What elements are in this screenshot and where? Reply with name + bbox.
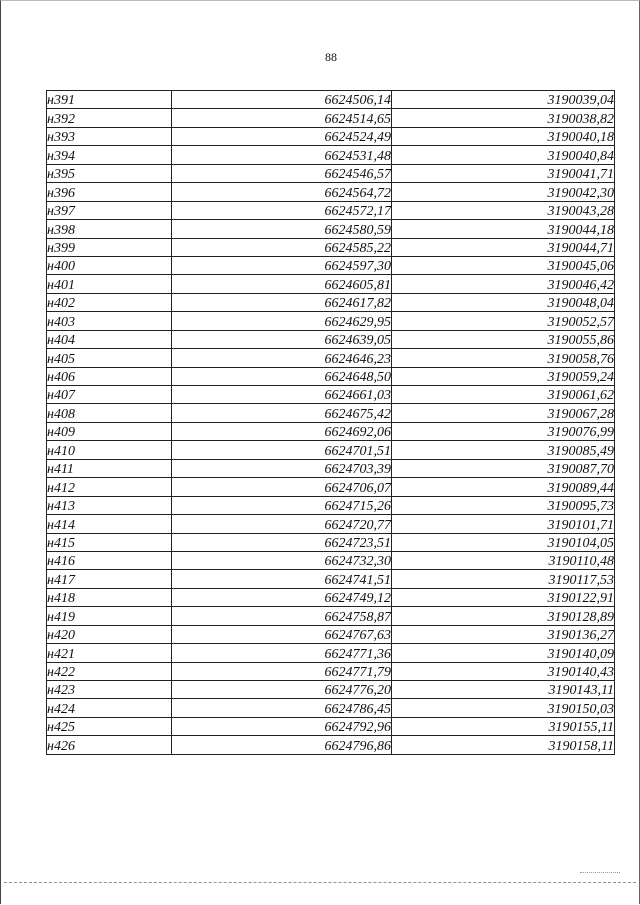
point-id-cell: н417 bbox=[47, 570, 172, 588]
table-row bbox=[47, 681, 615, 699]
y-coordinate-cell: 3190044,71 bbox=[392, 238, 615, 256]
y-coordinate-cell: 3190140,43 bbox=[392, 662, 615, 680]
table-row bbox=[47, 478, 615, 496]
y-coordinate-cell: 3190117,53 bbox=[392, 570, 615, 588]
x-coordinate-cell: 6624531,48 bbox=[172, 146, 392, 164]
point-id-cell: н391 bbox=[47, 91, 172, 109]
y-coordinate-cell: 3190038,82 bbox=[392, 109, 615, 127]
x-coordinate-cell: 6624771,36 bbox=[172, 644, 392, 662]
x-coordinate-cell: 6624767,63 bbox=[172, 625, 392, 643]
point-id-cell: н411 bbox=[47, 459, 172, 477]
x-coordinate-cell: 6624703,39 bbox=[172, 459, 392, 477]
point-id-cell: н423 bbox=[47, 681, 172, 699]
x-coordinate-cell: 6624629,95 bbox=[172, 312, 392, 330]
table-row bbox=[47, 588, 615, 606]
table-row bbox=[47, 201, 615, 219]
y-coordinate-cell: 3190110,48 bbox=[392, 551, 615, 569]
table-row bbox=[47, 736, 615, 754]
table-row bbox=[47, 367, 615, 385]
point-id-cell: н414 bbox=[47, 515, 172, 533]
x-coordinate-cell: 6624572,17 bbox=[172, 201, 392, 219]
point-id-cell: н407 bbox=[47, 386, 172, 404]
table-row bbox=[47, 699, 615, 717]
x-coordinate-cell: 6624701,51 bbox=[172, 441, 392, 459]
y-coordinate-cell: 3190040,84 bbox=[392, 146, 615, 164]
table-row bbox=[47, 662, 615, 680]
point-id-cell: н402 bbox=[47, 293, 172, 311]
x-coordinate-cell: 6624675,42 bbox=[172, 404, 392, 422]
y-coordinate-cell: 3190101,71 bbox=[392, 515, 615, 533]
point-id-cell: н410 bbox=[47, 441, 172, 459]
table-row bbox=[47, 717, 615, 735]
point-id-cell: н406 bbox=[47, 367, 172, 385]
x-coordinate-cell: 6624580,59 bbox=[172, 220, 392, 238]
table-row bbox=[47, 127, 615, 145]
scan-artifact-dots bbox=[580, 872, 620, 874]
point-id-cell: н404 bbox=[47, 330, 172, 348]
y-coordinate-cell: 3190155,11 bbox=[392, 717, 615, 735]
page-number: 88 bbox=[325, 50, 337, 64]
y-coordinate-cell: 3190140,09 bbox=[392, 644, 615, 662]
table-row bbox=[47, 644, 615, 662]
coordinates-table bbox=[46, 90, 615, 755]
y-coordinate-cell: 3190104,05 bbox=[392, 533, 615, 551]
coordinates-table-body bbox=[47, 91, 615, 755]
y-coordinate-cell: 3190039,04 bbox=[392, 91, 615, 109]
y-coordinate-cell: 3190150,03 bbox=[392, 699, 615, 717]
y-coordinate-cell: 3190044,18 bbox=[392, 220, 615, 238]
x-coordinate-cell: 6624706,07 bbox=[172, 478, 392, 496]
y-coordinate-cell: 3190136,27 bbox=[392, 625, 615, 643]
table-row bbox=[47, 330, 615, 348]
table-row bbox=[47, 625, 615, 643]
x-coordinate-cell: 6624776,20 bbox=[172, 681, 392, 699]
x-coordinate-cell: 6624792,96 bbox=[172, 717, 392, 735]
table-row bbox=[47, 109, 615, 127]
x-coordinate-cell: 6624796,86 bbox=[172, 736, 392, 754]
table-row bbox=[47, 404, 615, 422]
table-row bbox=[47, 386, 615, 404]
table-row bbox=[47, 533, 615, 551]
y-coordinate-cell: 3190122,91 bbox=[392, 588, 615, 606]
table-row bbox=[47, 220, 615, 238]
point-id-cell: н397 bbox=[47, 201, 172, 219]
y-coordinate-cell: 3190043,28 bbox=[392, 201, 615, 219]
y-coordinate-cell: 3190076,99 bbox=[392, 422, 615, 440]
point-id-cell: н408 bbox=[47, 404, 172, 422]
x-coordinate-cell: 6624749,12 bbox=[172, 588, 392, 606]
point-id-cell: н393 bbox=[47, 127, 172, 145]
x-coordinate-cell: 6624605,81 bbox=[172, 275, 392, 293]
x-coordinate-cell: 6624715,26 bbox=[172, 496, 392, 514]
point-id-cell: н396 bbox=[47, 183, 172, 201]
x-coordinate-cell: 6624585,22 bbox=[172, 238, 392, 256]
point-id-cell: н392 bbox=[47, 109, 172, 127]
table-row bbox=[47, 607, 615, 625]
y-coordinate-cell: 3190048,04 bbox=[392, 293, 615, 311]
y-coordinate-cell: 3190055,86 bbox=[392, 330, 615, 348]
point-id-cell: н398 bbox=[47, 220, 172, 238]
x-coordinate-cell: 6624692,06 bbox=[172, 422, 392, 440]
point-id-cell: н413 bbox=[47, 496, 172, 514]
y-coordinate-cell: 3190045,06 bbox=[392, 256, 615, 274]
table-row bbox=[47, 238, 615, 256]
x-coordinate-cell: 6624661,03 bbox=[172, 386, 392, 404]
y-coordinate-cell: 3190059,24 bbox=[392, 367, 615, 385]
table-row bbox=[47, 459, 615, 477]
x-coordinate-cell: 6624564,72 bbox=[172, 183, 392, 201]
y-coordinate-cell: 3190041,71 bbox=[392, 164, 615, 182]
table-row bbox=[47, 570, 615, 588]
point-id-cell: н403 bbox=[47, 312, 172, 330]
y-coordinate-cell: 3190067,28 bbox=[392, 404, 615, 422]
point-id-cell: н426 bbox=[47, 736, 172, 754]
point-id-cell: н418 bbox=[47, 588, 172, 606]
x-coordinate-cell: 6624648,50 bbox=[172, 367, 392, 385]
point-id-cell: н412 bbox=[47, 478, 172, 496]
x-coordinate-cell: 6624514,65 bbox=[172, 109, 392, 127]
y-coordinate-cell: 3190087,70 bbox=[392, 459, 615, 477]
scan-artifact-line bbox=[4, 882, 636, 884]
x-coordinate-cell: 6624524,49 bbox=[172, 127, 392, 145]
point-id-cell: н401 bbox=[47, 275, 172, 293]
x-coordinate-cell: 6624617,82 bbox=[172, 293, 392, 311]
y-coordinate-cell: 3190158,11 bbox=[392, 736, 615, 754]
x-coordinate-cell: 6624732,30 bbox=[172, 551, 392, 569]
table-row bbox=[47, 422, 615, 440]
point-id-cell: н419 bbox=[47, 607, 172, 625]
y-coordinate-cell: 3190046,42 bbox=[392, 275, 615, 293]
y-coordinate-cell: 3190061,62 bbox=[392, 386, 615, 404]
table-row bbox=[47, 275, 615, 293]
table-row bbox=[47, 91, 615, 109]
table-row bbox=[47, 183, 615, 201]
x-coordinate-cell: 6624720,77 bbox=[172, 515, 392, 533]
y-coordinate-cell: 3190143,11 bbox=[392, 681, 615, 699]
table-row bbox=[47, 515, 615, 533]
x-coordinate-cell: 6624646,23 bbox=[172, 349, 392, 367]
x-coordinate-cell: 6624546,57 bbox=[172, 164, 392, 182]
point-id-cell: н424 bbox=[47, 699, 172, 717]
y-coordinate-cell: 3190085,49 bbox=[392, 441, 615, 459]
x-coordinate-cell: 6624758,87 bbox=[172, 607, 392, 625]
table-row bbox=[47, 349, 615, 367]
point-id-cell: н415 bbox=[47, 533, 172, 551]
x-coordinate-cell: 6624639,05 bbox=[172, 330, 392, 348]
point-id-cell: н421 bbox=[47, 644, 172, 662]
x-coordinate-cell: 6624723,51 bbox=[172, 533, 392, 551]
point-id-cell: н395 bbox=[47, 164, 172, 182]
table-row bbox=[47, 293, 615, 311]
point-id-cell: н416 bbox=[47, 551, 172, 569]
y-coordinate-cell: 3190095,73 bbox=[392, 496, 615, 514]
y-coordinate-cell: 3190089,44 bbox=[392, 478, 615, 496]
x-coordinate-cell: 6624597,30 bbox=[172, 256, 392, 274]
point-id-cell: н399 bbox=[47, 238, 172, 256]
y-coordinate-cell: 3190128,89 bbox=[392, 607, 615, 625]
point-id-cell: н405 bbox=[47, 349, 172, 367]
point-id-cell: н394 bbox=[47, 146, 172, 164]
table-row bbox=[47, 441, 615, 459]
point-id-cell: н400 bbox=[47, 256, 172, 274]
point-id-cell: н422 bbox=[47, 662, 172, 680]
x-coordinate-cell: 6624506,14 bbox=[172, 91, 392, 109]
table-row bbox=[47, 256, 615, 274]
point-id-cell: н409 bbox=[47, 422, 172, 440]
table-row bbox=[47, 551, 615, 569]
table-row bbox=[47, 312, 615, 330]
table-row bbox=[47, 496, 615, 514]
y-coordinate-cell: 3190058,76 bbox=[392, 349, 615, 367]
y-coordinate-cell: 3190052,57 bbox=[392, 312, 615, 330]
y-coordinate-cell: 3190040,18 bbox=[392, 127, 615, 145]
table-row bbox=[47, 164, 615, 182]
x-coordinate-cell: 6624771,79 bbox=[172, 662, 392, 680]
y-coordinate-cell: 3190042,30 bbox=[392, 183, 615, 201]
table-row bbox=[47, 146, 615, 164]
point-id-cell: н420 bbox=[47, 625, 172, 643]
x-coordinate-cell: 6624786,45 bbox=[172, 699, 392, 717]
x-coordinate-cell: 6624741,51 bbox=[172, 570, 392, 588]
point-id-cell: н425 bbox=[47, 717, 172, 735]
